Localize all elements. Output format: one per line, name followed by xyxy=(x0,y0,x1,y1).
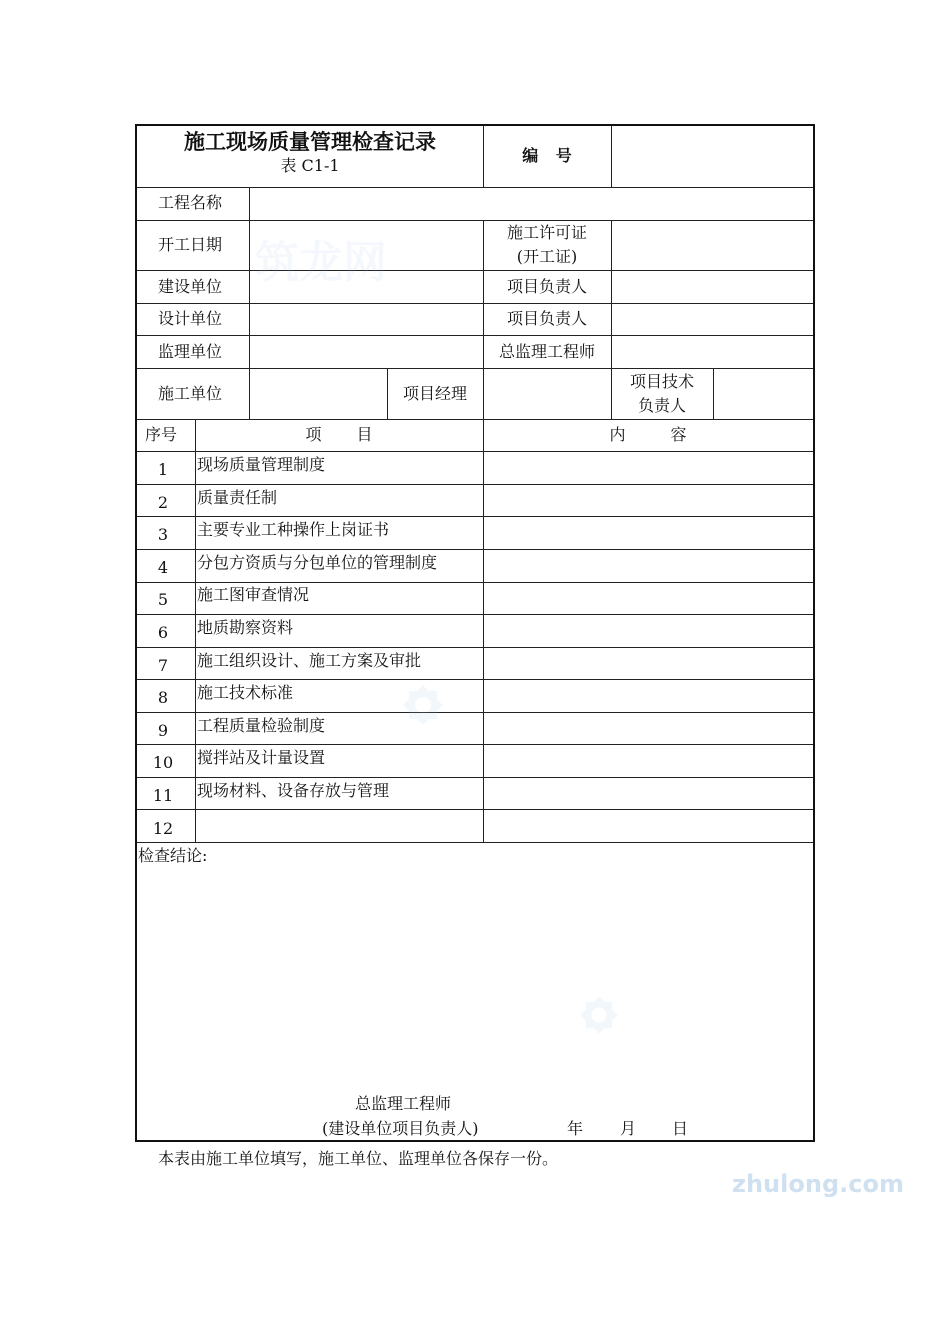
design-field[interactable] xyxy=(250,304,483,335)
footer-note: 本表由施工单位填写，施工单位、监理单位各保存一份。 xyxy=(158,1149,559,1168)
rule-item-12 xyxy=(137,842,813,843)
row-8-content-field[interactable] xyxy=(484,680,812,711)
conclusion-field[interactable] xyxy=(137,871,813,1081)
row-7-item: 施工组织设计、施工方案及审批 xyxy=(197,651,422,670)
snowflake-watermark-icon xyxy=(387,669,459,741)
owner-label: 建设单位 xyxy=(157,277,222,296)
sign-year: 年 xyxy=(567,1119,584,1138)
row-8-number: 8 xyxy=(157,688,169,707)
chief-supervisor-label: 总监理工程师 xyxy=(498,342,595,361)
seq-header: 序号 xyxy=(145,425,178,444)
rule-item-11 xyxy=(137,809,813,810)
form-code: 表 C1-1 xyxy=(280,156,340,175)
content-header: 内 容 xyxy=(609,425,687,444)
row-11-number: 11 xyxy=(152,786,174,805)
row-6-item: 地质勘察资料 xyxy=(197,618,294,637)
row-5-item: 施工图审查情况 xyxy=(197,585,310,604)
row-10-number: 10 xyxy=(152,753,174,772)
row-3-content-field[interactable] xyxy=(484,517,812,548)
row-8-item: 施工技术标准 xyxy=(197,683,294,702)
row-1-content-field[interactable] xyxy=(484,452,812,483)
permit-label-line1: 施工许可证 xyxy=(506,223,587,242)
project-name-field[interactable] xyxy=(250,188,812,220)
tech-lead-field[interactable] xyxy=(714,369,812,419)
row-2-number: 2 xyxy=(157,493,169,512)
row-12-number: 12 xyxy=(152,819,174,838)
row-4-item: 分包方资质与分包单位的管理制度 xyxy=(197,553,438,572)
row-4-content-field[interactable] xyxy=(484,550,812,581)
row-11-content-field[interactable] xyxy=(484,778,812,809)
supervision-label: 监理单位 xyxy=(157,342,222,361)
row-1-item: 现场质量管理制度 xyxy=(197,455,326,474)
row-3-item: 主要专业工种操作上岗证书 xyxy=(197,520,390,539)
row-2-item: 质量责任制 xyxy=(197,488,278,507)
sign-day: 日 xyxy=(672,1119,689,1138)
row-1-number: 1 xyxy=(157,460,169,479)
rule-v-seq xyxy=(195,419,196,842)
contractor-label: 施工单位 xyxy=(157,384,222,403)
sign-month: 月 xyxy=(620,1119,637,1138)
item-header: 项 目 xyxy=(305,425,373,444)
snowflake-watermark-icon-2 xyxy=(565,981,633,1049)
rule-row-supervision xyxy=(137,368,813,369)
rule-row-contractor xyxy=(137,419,813,420)
row-9-number: 9 xyxy=(157,721,169,740)
row-7-number: 7 xyxy=(157,656,169,675)
design-label: 设计单位 xyxy=(157,309,222,328)
row-6-content-field[interactable] xyxy=(484,615,812,646)
row-11-item: 现场材料、设备存放与管理 xyxy=(197,781,390,800)
owner-pm-signature-label: (建设单位项目负责人) xyxy=(322,1119,479,1138)
quality-inspection-form xyxy=(135,124,815,1142)
row-5-number: 5 xyxy=(157,590,169,609)
conclusion-label: 检查结论: xyxy=(138,846,208,865)
row-7-content-field[interactable] xyxy=(484,648,812,679)
project-manager-field[interactable] xyxy=(484,369,611,419)
project-manager-label: 项目经理 xyxy=(402,384,467,403)
owner-pm-field[interactable] xyxy=(612,271,812,303)
row-9-item: 工程质量检验制度 xyxy=(197,716,326,735)
row-2-content-field[interactable] xyxy=(484,485,812,516)
site-watermark: zhulong.com xyxy=(732,1170,904,1198)
row-6-number: 6 xyxy=(157,623,169,642)
start-date-label: 开工日期 xyxy=(157,235,222,254)
chief-supervisor-field[interactable] xyxy=(612,336,812,368)
chief-supervisor-signature-label: 总监理工程师 xyxy=(355,1094,452,1113)
design-pm-field[interactable] xyxy=(612,304,812,335)
tech-lead-label-line1: 项目技术 xyxy=(629,372,694,391)
row-12-content-field[interactable] xyxy=(484,811,812,842)
permit-field[interactable] xyxy=(612,221,812,270)
row-5-content-field[interactable] xyxy=(484,582,812,613)
row-9-content-field[interactable] xyxy=(484,713,812,744)
design-pm-label: 项目负责人 xyxy=(506,309,587,328)
form-title: 施工现场质量管理检查记录 xyxy=(184,130,436,154)
owner-pm-label: 项目负责人 xyxy=(506,277,587,296)
rule-v-header-right xyxy=(611,126,612,187)
project-name-label: 工程名称 xyxy=(157,193,222,212)
row-4-number: 4 xyxy=(157,558,169,577)
permit-label-line2: (开工证) xyxy=(516,247,578,266)
supervision-field[interactable] xyxy=(250,336,483,368)
brand-watermark: 筑龙网 xyxy=(255,237,387,288)
row-10-content-field[interactable] xyxy=(484,745,812,776)
tech-lead-label-line2: 负责人 xyxy=(637,396,686,415)
row-3-number: 3 xyxy=(157,525,169,544)
contractor-field[interactable] xyxy=(250,369,387,419)
row-10-item: 搅拌站及计量设置 xyxy=(197,748,326,767)
number-label: 编 号 xyxy=(522,146,572,165)
